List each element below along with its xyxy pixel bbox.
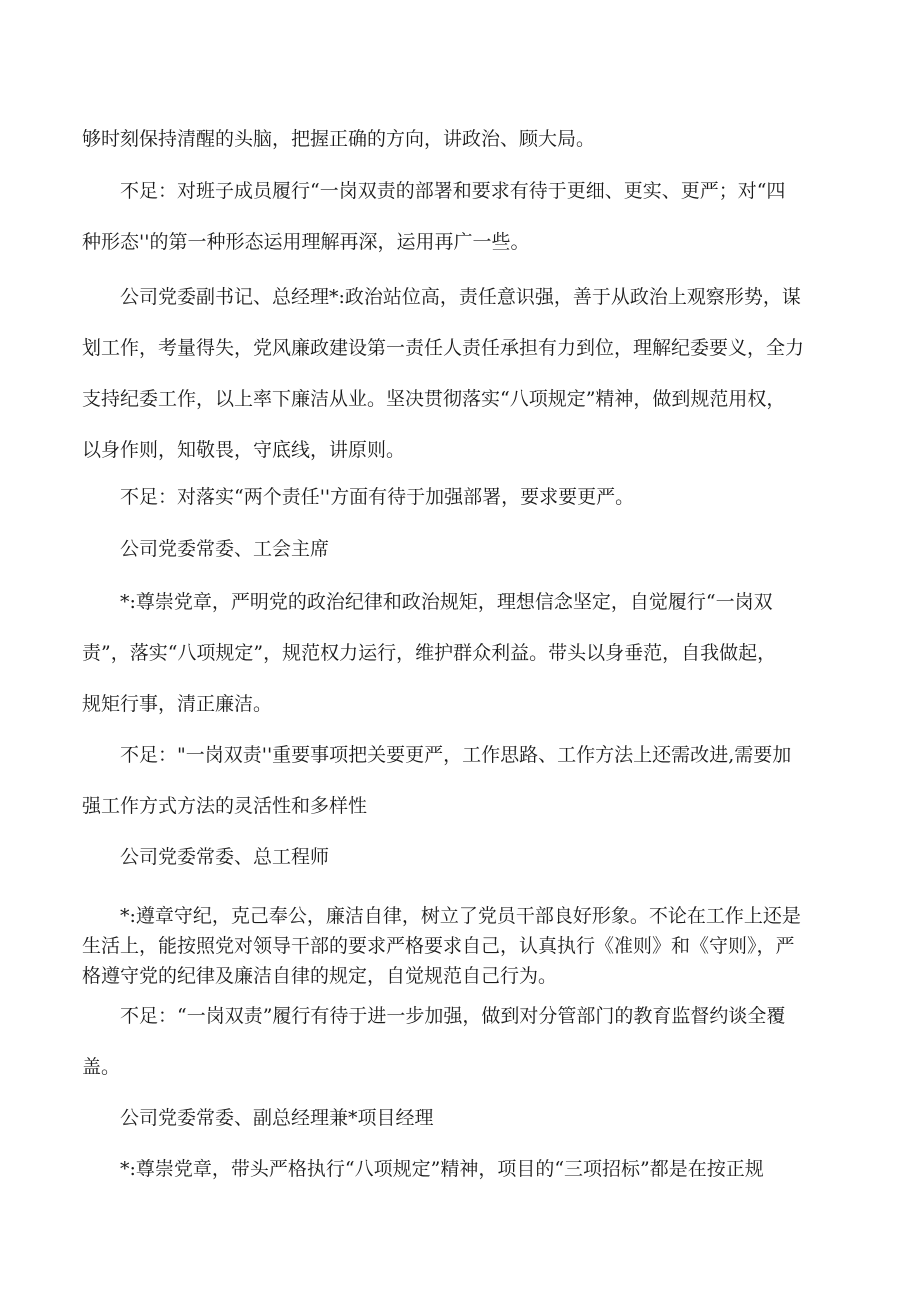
paragraph: [82, 901, 847, 991]
text-line: 强工作方式方法的灵活性和多样性: [82, 795, 368, 817]
text-line: 不足：对落实“两个责任''方面有待于加强部署，要求要更严。: [82, 486, 635, 508]
paragraph: [82, 524, 847, 575]
text-line: 公司党委副书记、总经理*:政治站位高，责任意识强，善于从政治上观察形势，谋: [82, 286, 801, 308]
text-line: 公司党委常委、总工程师: [82, 846, 330, 868]
text-line: 格遵守党的纪律及廉洁自律的规定，自觉规范自己行为。: [82, 965, 558, 987]
text-line: 生活上，能按照党对领导干部的要求严格要求自己，认真执行《准则》和《守则》，严: [82, 935, 795, 957]
paragraph: [82, 114, 847, 165]
text-line: 不足：对班子成员履行“一岗双责的部署和要求有待于更细、更实、更严；对“四: [82, 180, 786, 202]
text-line: 规矩行事，清正廉洁。: [82, 693, 273, 715]
text-line: 公司党委常委、工会主席: [82, 538, 330, 560]
text-line: 够时刻保持清醒的头脑，把握正确的方向，讲政治、顾大局。: [82, 128, 596, 150]
paragraph: [82, 166, 847, 268]
text-line: 划工作，考量得失，党风廉政建设第一责任人责任承担有力到位，理解纪委要义，全力: [82, 337, 805, 359]
text-line: *:尊崇党章，带头严格执行“八项规定”精神，项目的“三项招标”都是在按正规: [82, 1158, 764, 1180]
paragraph: [82, 1144, 847, 1195]
paragraph: [82, 991, 847, 1093]
text-line: 支持纪委工作，以上率下廉洁从业。坚决贯彻落实“八项规定”精神，做到规范用权，: [82, 388, 786, 410]
text-line: 种形态''的第一种形态运用理解再深，运用再广一些。: [82, 231, 530, 253]
paragraph: [82, 472, 847, 523]
paragraph: [82, 730, 847, 832]
text-line: 不足："一岗双责''重要事项把关要更严，工作思路、工作方法上还需改进,需要加: [82, 744, 792, 766]
text-line: 盖。: [82, 1056, 121, 1078]
paragraph: [82, 577, 847, 730]
text-line: *:遵章守纪，克己奉公，廉洁自律，树立了党员干部良好形象。不论在工作上还是: [82, 905, 801, 927]
text-line: 责”，落实“八项规定”，规范权力运行，维护群众利益。带头以身垂范，自我做起，: [82, 642, 777, 664]
paragraph: [82, 832, 847, 883]
text-line: 不足：“一岗双责”履行有待于进一步加强，做到对分管部门的教育监督约谈全覆: [82, 1005, 786, 1027]
paragraph: [82, 1093, 847, 1144]
paragraph: [82, 272, 847, 476]
text-line: 以身作则，知敬畏，守底线，讲原则。: [82, 439, 406, 461]
text-line: 公司党委常委、副总经理兼*项目经理: [82, 1107, 434, 1129]
text-line: *:尊崇党章，严明党的政治纪律和政治规矩，理想信念坚定，自觉履行“一岗双: [82, 591, 773, 613]
